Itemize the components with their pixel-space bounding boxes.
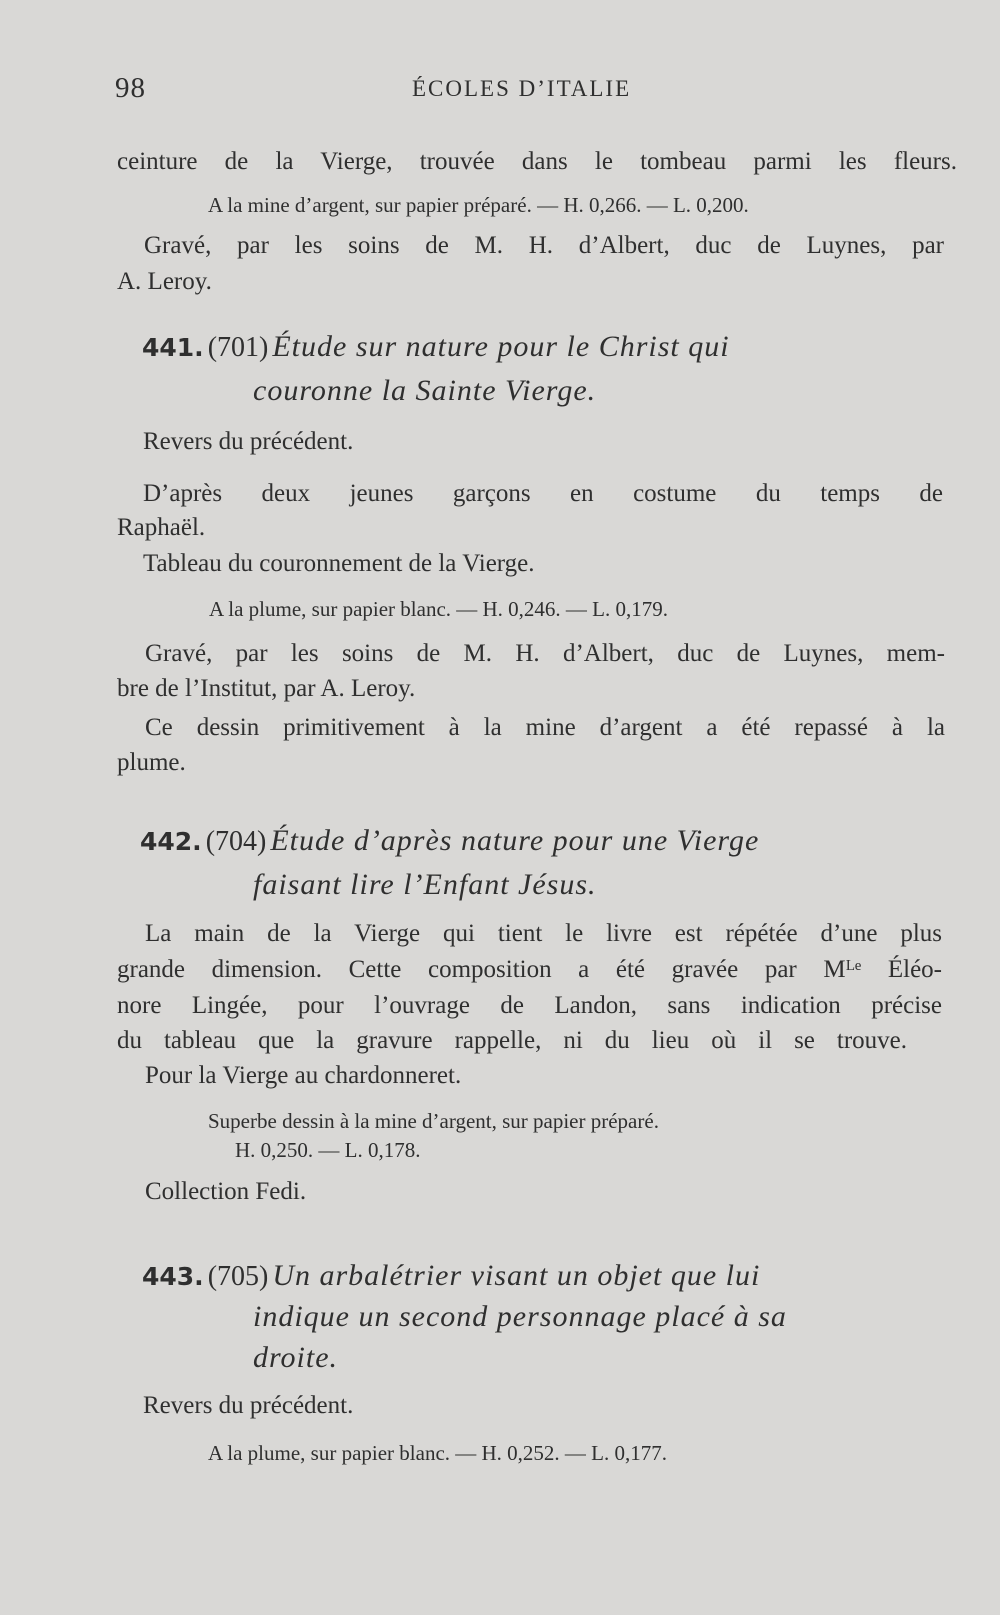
entry-note-line: Ce dessin primitivement à la mine d’argent a été repassé à la [145,714,945,741]
entry-technique: A la plume, sur papier blanc. — H. 0,252. — L. 0,177. [208,1441,668,1465]
running-title: ÉCOLES D’ITALIE [412,76,632,101]
entry-description-line: du tableau que la gravure rappelle, ni du lieu où il se trouve. [117,1027,907,1054]
entry-443-heading [142,1259,760,1293]
entry-description-line: Raphaël. [117,514,206,541]
entry-description-line: nore Lingée, pour l’ouvrage de Landon, sans indication précise [117,992,942,1019]
entry-title-continued: indique un second personnage placé à sa [253,1300,787,1333]
entry-technique: Superbe dessin à la mine d’argent, sur papier préparé. [208,1109,659,1133]
entry-number: 443. [142,1262,204,1291]
intro-line: ceinture de la Vierge, trouvée dans le tombeau parmi les fleurs. [117,148,957,175]
entry-description-line: D’après deux jeunes garçons en costume du temps de [143,480,943,507]
entry-dimensions: H. 0,250. — L. 0,178. [235,1138,421,1162]
entry-note-line: plume. [117,749,186,776]
entry-old-number: (701) [207,332,269,363]
page-number: 98 [115,72,146,104]
entry-reverse-note: Revers du précédent. [143,1392,354,1419]
entry-title-continued: droite. [253,1341,339,1374]
entry-description-line: Pour la Vierge au chardonneret. [145,1062,462,1089]
entry-title: Étude d’après nature pour une Vierge [270,824,760,857]
intro-engraved-line: A. Leroy. [117,268,212,295]
entry-reverse-note: Revers du précédent. [143,428,354,455]
entry-description-line: La main de la Vierge qui tient le livre est répétée d’une plus [145,920,942,947]
entry-technique: A la plume, sur papier blanc. — H. 0,246. — L. 0,179. [209,597,669,621]
entry-number: 442. [140,827,202,856]
entry-old-number: (705) [207,1261,269,1292]
entry-engraved-line: bre de l’Institut, par A. Leroy. [117,675,416,702]
entry-description-line: Tableau du couronnement de la Vierge. [143,550,535,577]
entry-collection: Collection Fedi. [145,1178,307,1205]
entry-description-line: grande dimension. Cette composition a été gravée par Mᴸᵉ Éléo- [117,956,942,983]
entry-442-heading [140,824,759,858]
entry-number: 441. [142,333,204,362]
entry-title: Étude sur nature pour le Christ qui [272,330,730,363]
entry-441-heading [142,330,730,364]
entry-title-continued: faisant lire l’Enfant Jésus. [253,868,597,901]
entry-old-number: (704) [205,826,267,857]
entry-engraved-line: Gravé, par les soins de M. H. d’Albert, duc de Luynes, mem- [145,640,945,667]
entry-title: Un arbalétrier visant un objet que lui [272,1259,761,1292]
intro-engraved-line: Gravé, par les soins de M. H. d’Albert, duc de Luynes, par [144,232,944,259]
entry-title-continued: couronne la Sainte Vierge. [253,374,597,407]
intro-technique: A la mine d’argent, sur papier préparé. — H. 0,266. — L. 0,200. [208,193,749,217]
